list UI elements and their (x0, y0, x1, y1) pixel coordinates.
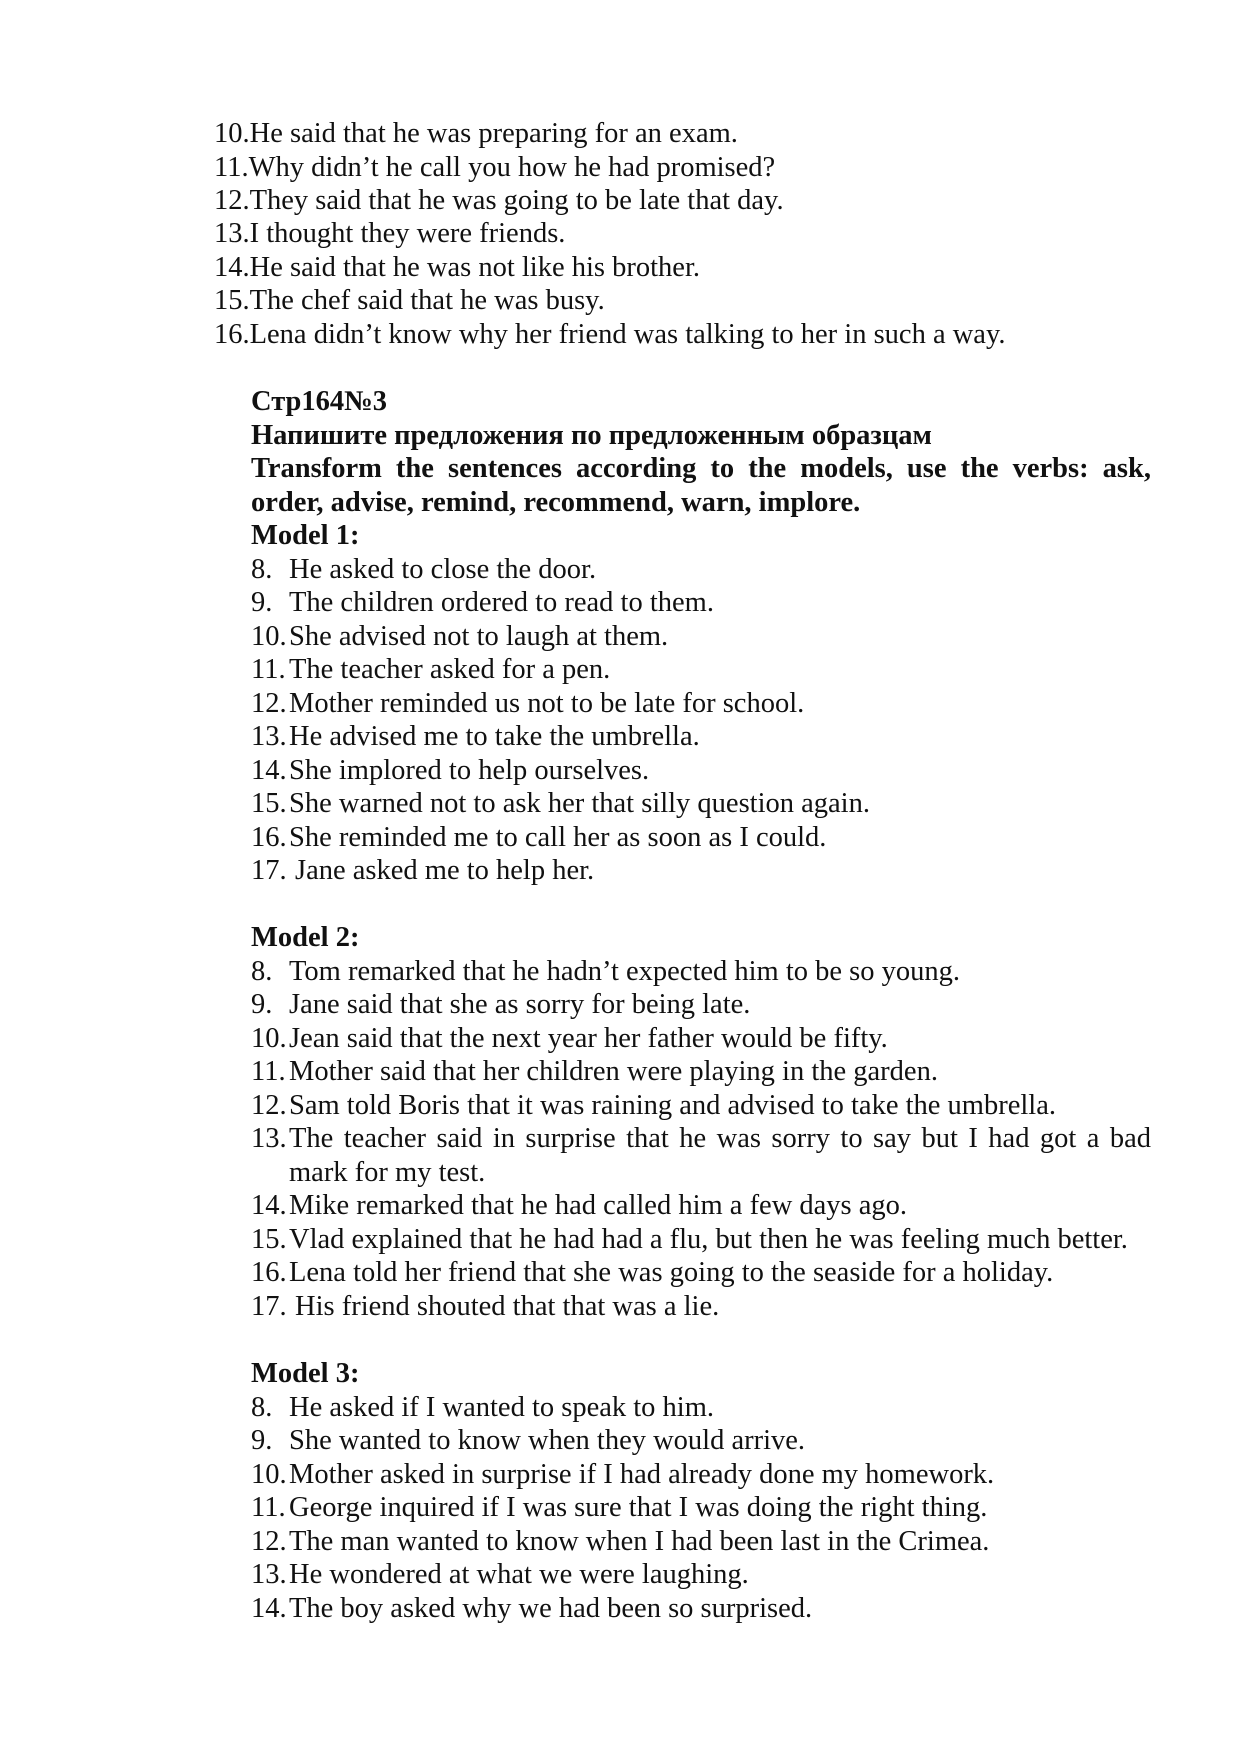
list-item (251, 1525, 989, 1559)
model-title: Model 1: (251, 520, 360, 551)
item-number: 13. (251, 1559, 287, 1590)
item-text: Tom remarked that he hadn’t expected him to be so young. (289, 956, 961, 987)
list-item (251, 854, 594, 888)
list-item (251, 1290, 719, 1324)
item-text: She warned not to ask her that silly question again. (289, 788, 870, 819)
model-title: Model 3: (251, 1358, 360, 1389)
item-text: His friend shouted that that was a lie. (295, 1291, 720, 1322)
list-item (214, 151, 775, 185)
item-number: 16. (214, 319, 250, 350)
list-item (251, 1558, 749, 1592)
list-item-continuation (289, 1156, 485, 1190)
item-number: 11. (214, 152, 249, 183)
list-item (251, 1256, 1053, 1290)
item-number: 14. (251, 755, 287, 786)
list-item (251, 955, 960, 989)
item-text: Lena told her friend that she was going to the seaside for a holiday. (289, 1257, 1054, 1288)
list-item (251, 1592, 812, 1626)
item-number: 12. (251, 688, 287, 719)
item-number: 11. (251, 1492, 286, 1523)
item-text: Mother reminded us not to be late for school. (289, 688, 805, 719)
list-item (251, 1223, 1128, 1257)
item-text: He advised me to take the umbrella. (289, 721, 700, 752)
item-number: 17. (251, 1291, 287, 1322)
item-number: 15. (214, 285, 250, 316)
item-text: George inquired if I was sure that I was doing the right thing. (289, 1492, 988, 1523)
item-text: Jane said that she as sorry for being late. (289, 989, 751, 1020)
item-number: 12. (214, 185, 250, 216)
list-item (251, 1089, 1056, 1123)
item-number: 10. (251, 1023, 287, 1054)
item-text: She reminded me to call her as soon as I could. (289, 822, 827, 853)
item-text: He asked to close the door. (289, 554, 597, 585)
list-item (251, 687, 804, 721)
item-text: He asked if I wanted to speak to him. (289, 1392, 715, 1423)
item-text: The chef said that he was busy. (249, 285, 605, 316)
list-item (251, 1491, 987, 1525)
item-number: 8. (251, 956, 273, 987)
item-text: Why didn’t he call you how he had promised? (248, 152, 776, 183)
item-number: 8. (251, 554, 273, 585)
item-number: 14. (251, 1190, 287, 1221)
item-text: Lena didn’t know why her friend was talking to her in such a way. (249, 319, 1006, 350)
item-text: I thought they were friends. (249, 218, 566, 249)
item-text: mark for my test. (289, 1157, 486, 1188)
item-number: 12. (251, 1526, 287, 1557)
item-number: 13. (214, 218, 250, 249)
list-item (251, 620, 668, 654)
item-text: They said that he was going to be late that day. (249, 185, 784, 216)
list-item (251, 787, 870, 821)
item-number: 13. (251, 721, 287, 752)
list-item (251, 1391, 714, 1425)
item-number: 16. (251, 1257, 287, 1288)
item-text: He said that he was not like his brother. (249, 252, 700, 283)
list-item (214, 117, 738, 151)
item-number: 16. (251, 822, 287, 853)
item-number: 10. (251, 1459, 287, 1490)
list-item (251, 720, 700, 754)
instruction-en-line1: Transform the sentences according to the models, use the verbs: ask, (251, 453, 1151, 484)
item-text: Vlad explained that he had had a flu, but then he was feeling much better. (289, 1224, 1128, 1255)
item-number: 11. (251, 654, 286, 685)
list-item (251, 1189, 907, 1223)
item-text: The teacher asked for a pen. (289, 654, 611, 685)
item-number: 11. (251, 1056, 286, 1087)
item-number: 13. (251, 1123, 287, 1154)
list-item (251, 1458, 994, 1492)
instruction-ru: Напишите предложения по предложенным образцам (251, 420, 932, 451)
item-text: He said that he was preparing for an exam. (249, 118, 738, 149)
item-text: He wondered at what we were laughing. (289, 1559, 749, 1590)
item-text: The children ordered to read to them. (289, 587, 714, 618)
item-number: 17. (251, 855, 287, 886)
list-item (251, 1055, 938, 1089)
item-number: 14. (214, 252, 250, 283)
item-text: Mike remarked that he had called him a few days ago. (289, 1190, 908, 1221)
list-item (251, 1424, 805, 1458)
model-title: Model 2: (251, 922, 360, 953)
list-item (214, 217, 565, 251)
list-item (251, 754, 649, 788)
list-item (251, 988, 750, 1022)
item-number: 15. (251, 1224, 287, 1255)
item-number: 14. (251, 1593, 287, 1624)
item-number: 9. (251, 1425, 273, 1456)
item-number: 8. (251, 1392, 273, 1423)
item-text: Jean said that the next year her father would be fifty. (289, 1023, 888, 1054)
list-item (251, 653, 610, 687)
item-number: 10. (251, 621, 287, 652)
item-text: She wanted to know when they would arrive. (289, 1425, 806, 1456)
item-number: 10. (214, 118, 250, 149)
item-number: 9. (251, 587, 273, 618)
list-item (251, 553, 596, 587)
item-number: 15. (251, 788, 287, 819)
item-text: Sam told Boris that it was raining and advised to take the umbrella. (289, 1090, 1056, 1121)
instruction-en-line2: order, advise, remind, recommend, warn, implore. (251, 487, 861, 518)
item-text: The boy asked why we had been so surprised. (289, 1593, 813, 1624)
list-item (251, 586, 714, 620)
item-text: Mother asked in surprise if I had already done my homework. (289, 1459, 995, 1490)
list-item (214, 251, 700, 285)
list-item (214, 284, 605, 318)
list-item (214, 318, 1005, 352)
item-text: She advised not to laugh at them. (289, 621, 669, 652)
item-text: Mother said that her children were playing in the garden. (289, 1056, 938, 1087)
list-item (214, 184, 784, 218)
item-text: Jane asked me to help her. (295, 855, 595, 886)
item-number: 9. (251, 989, 273, 1020)
list-item (251, 1122, 1151, 1156)
exercise-heading: Стр164№3 (251, 386, 388, 417)
item-text: The man wanted to know when I had been last in the Crimea. (289, 1526, 990, 1557)
item-number: 12. (251, 1090, 287, 1121)
item-text: The teacher said in surprise that he was sorry to say but I had got a bad (289, 1123, 1151, 1154)
item-text: She implored to help ourselves. (289, 755, 650, 786)
list-item (251, 1022, 888, 1056)
list-item (251, 821, 826, 855)
